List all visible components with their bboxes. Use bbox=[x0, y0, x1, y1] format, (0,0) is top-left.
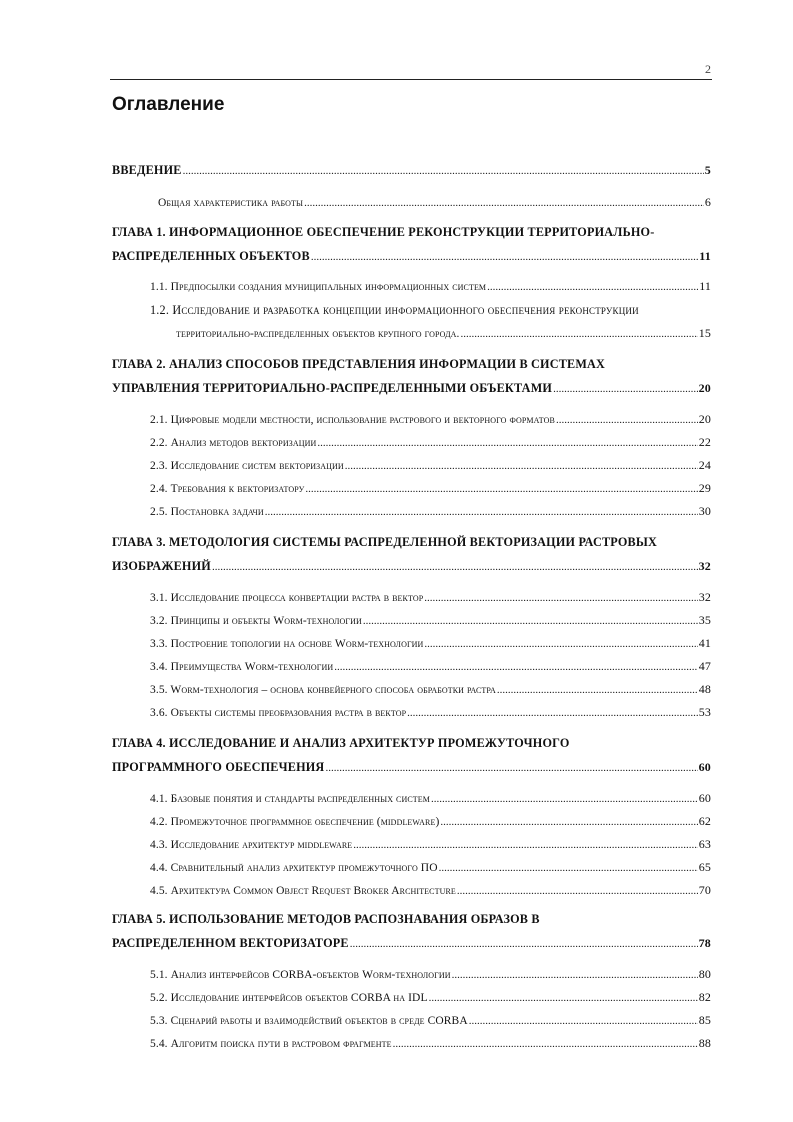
leader-dots bbox=[439, 862, 698, 874]
toc-entry-page: 88 bbox=[698, 1036, 711, 1050]
leader-dots bbox=[317, 437, 697, 449]
toc-entry-5-1[interactable] bbox=[150, 967, 711, 982]
toc-entry-page: 20 bbox=[698, 412, 711, 426]
toc-entry-page: 41 bbox=[698, 636, 711, 650]
toc-entry-page: 29 bbox=[698, 481, 711, 495]
toc-entry-title: ПРОГРАММНОГО ОБЕСПЕЧЕНИЯ bbox=[112, 760, 325, 774]
leader-dots bbox=[212, 561, 698, 573]
toc-entry-page: 32 bbox=[698, 590, 711, 604]
leader-dots bbox=[334, 661, 698, 673]
toc-entry-title: 5.4. Алгоритм поиска пути в растровом фрагменте bbox=[150, 1038, 392, 1050]
toc-entry-title: 3.6. Объекты системы преобразования растра в вектор bbox=[150, 707, 407, 719]
chapter-5-title-line1[interactable]: ГЛАВА 5. ИСПОЛЬЗОВАНИЕ МЕТОДОВ РАСПОЗНАВАНИЯ ОБРАЗОВ В bbox=[112, 912, 540, 926]
toc-entry-3-1[interactable] bbox=[150, 590, 711, 605]
toc-entry-page: 63 bbox=[698, 837, 711, 851]
toc-entry-5-4[interactable] bbox=[150, 1036, 711, 1051]
toc-entry-page: 85 bbox=[698, 1013, 711, 1027]
leader-dots bbox=[556, 414, 698, 426]
page-title: Оглавление bbox=[112, 94, 225, 115]
leader-dots bbox=[350, 938, 698, 950]
toc-entry-title: 3.4. Преимущества Worm-технологии bbox=[150, 661, 334, 673]
leader-dots bbox=[424, 638, 697, 650]
toc-entry-3-3[interactable] bbox=[150, 636, 711, 651]
toc-entry-page: 65 bbox=[698, 860, 711, 874]
toc-entry-3-6[interactable] bbox=[150, 705, 711, 720]
leader-dots bbox=[457, 885, 698, 897]
toc-entry-page: 80 bbox=[698, 967, 711, 981]
toc-entry-title: 1.1. Предпосылки создания муниципальных информационных систем bbox=[150, 281, 487, 293]
leader-dots bbox=[363, 615, 698, 627]
leader-dots bbox=[183, 165, 704, 177]
chapter-4-title-line1[interactable]: ГЛАВА 4. ИССЛЕДОВАНИЕ И АНАЛИЗ АРХИТЕКТУР ПРОМЕЖУТОЧНОГО bbox=[112, 736, 570, 750]
leader-dots bbox=[429, 992, 698, 1004]
toc-entry-title: 4.4. Сравнительный анализ архитектур промежуточного ПО bbox=[150, 862, 438, 874]
page-number: 2 bbox=[705, 62, 711, 76]
leader-dots bbox=[553, 383, 698, 395]
toc-entry-4-4[interactable] bbox=[150, 860, 711, 875]
toc-entry-intro-sub[interactable] bbox=[158, 195, 711, 210]
toc-entry-page: 78 bbox=[698, 936, 711, 950]
toc-entry-2-2[interactable] bbox=[150, 435, 711, 450]
toc-entry-page: 60 bbox=[698, 760, 711, 774]
toc-entry-title: Общая характеристика работы bbox=[158, 197, 304, 209]
toc-entry-page: 32 bbox=[698, 559, 711, 573]
toc-entry-title: ВВЕДЕНИЕ bbox=[112, 163, 182, 177]
toc-entry-3-4[interactable] bbox=[150, 659, 711, 674]
leader-dots bbox=[325, 762, 697, 774]
toc-entry-chapter-3[interactable] bbox=[112, 559, 711, 574]
toc-entry-page: 70 bbox=[698, 883, 711, 897]
toc-entry-title: 4.3. Исследование архитектур middleware bbox=[150, 839, 353, 851]
leader-dots bbox=[305, 483, 697, 495]
toc-entry-1-2[interactable] bbox=[176, 326, 711, 341]
toc-entry-title: 5.1. Анализ интерфейсов CORBA-объектов Worm-технологии bbox=[150, 969, 451, 981]
leader-dots bbox=[497, 684, 698, 696]
toc-entry-page: 15 bbox=[698, 326, 711, 340]
leader-dots bbox=[440, 816, 697, 828]
toc-entry-title: 3.5. Worm-технология – основа конвейерного способа обработки растра bbox=[150, 684, 496, 696]
toc-entry-title: 2.2. Анализ методов векторизации bbox=[150, 437, 317, 449]
toc-entry-title: ИЗОБРАЖЕНИЙ bbox=[112, 559, 211, 573]
toc-entry-page: 82 bbox=[698, 990, 711, 1004]
toc-entry-4-2[interactable] bbox=[150, 814, 711, 829]
chapter-3-title-line1[interactable]: ГЛАВА 3. МЕТОДОЛОГИЯ СИСТЕМЫ РАСПРЕДЕЛЕННОЙ ВЕКТОРИЗАЦИИ РАСТРОВЫХ bbox=[112, 535, 658, 549]
toc-entry-page: 22 bbox=[698, 435, 711, 449]
leader-dots bbox=[353, 839, 698, 851]
toc-entry-title: 2.3. Исследование систем векторизации bbox=[150, 460, 344, 472]
toc-entry-page: 62 bbox=[698, 814, 711, 828]
toc-entry-5-2[interactable] bbox=[150, 990, 711, 1005]
toc-entry-title: РАСПРЕДЕЛЕННЫХ ОБЪЕКТОВ bbox=[112, 249, 310, 263]
toc-entry-chapter-4[interactable] bbox=[112, 760, 711, 775]
toc-entry-title: 3.2. Принципы и объекты Worm-технологии bbox=[150, 615, 362, 627]
toc-entry-page: 6 bbox=[704, 195, 711, 209]
leader-dots bbox=[424, 592, 698, 604]
toc-entry-title: территориально-распределенных объектов крупного города. bbox=[176, 328, 460, 340]
toc-entry-page: 53 bbox=[698, 705, 711, 719]
toc-entry-4-5[interactable] bbox=[150, 883, 711, 898]
toc-entry-page: 11 bbox=[699, 279, 711, 293]
toc-entry-1-1[interactable] bbox=[150, 279, 711, 294]
toc-entry-title: 5.2. Исследование интерфейсов объектов CORBA на IDL bbox=[150, 992, 428, 1004]
toc-entry-page: 5 bbox=[704, 163, 711, 177]
toc-entry-chapter-2[interactable] bbox=[112, 381, 711, 396]
leader-dots bbox=[265, 506, 698, 518]
toc-entry-title: 3.1. Исследование процесса конвертации растра в вектор bbox=[150, 592, 424, 604]
toc-entry-title: 4.2. Промежуточное программное обеспечение (middleware) bbox=[150, 816, 440, 828]
toc-entry-page: 48 bbox=[698, 682, 711, 696]
toc-entry-title: 4.5. Архитектура Common Object Request Broker Architecture bbox=[150, 885, 456, 897]
toc-entry-title: 3.3. Построение топологии на основе Worm-технологии bbox=[150, 638, 424, 650]
leader-dots bbox=[407, 707, 698, 719]
toc-entry-3-2[interactable] bbox=[150, 613, 711, 628]
leader-dots bbox=[393, 1038, 698, 1050]
toc-entry-page: 11 bbox=[699, 249, 711, 263]
leader-dots bbox=[311, 251, 698, 263]
toc-entry-page: 20 bbox=[698, 381, 711, 395]
toc-entry-title: 2.1. Цифровые модели местности, использование растрового и векторного форматов bbox=[150, 414, 555, 426]
toc-entry-title: 4.1. Базовые понятия и стандарты распределенных систем bbox=[150, 793, 430, 805]
leader-dots bbox=[461, 328, 698, 340]
toc-entry-2-1[interactable] bbox=[150, 412, 711, 427]
leader-dots bbox=[345, 460, 698, 472]
toc-entry-2-3[interactable] bbox=[150, 458, 711, 473]
toc-entry-3-5[interactable] bbox=[150, 682, 711, 697]
toc-entry-page: 30 bbox=[698, 504, 711, 518]
toc-entry-page: 47 bbox=[698, 659, 711, 673]
leader-dots bbox=[469, 1015, 698, 1027]
chapter-2-title-line1[interactable]: ГЛАВА 2. АНАЛИЗ СПОСОБОВ ПРЕДСТАВЛЕНИЯ ИНФОРМАЦИИ В СИСТЕМАХ bbox=[112, 357, 606, 371]
leader-dots bbox=[487, 281, 698, 293]
toc-entry-title: РАСПРЕДЕЛЕННОМ ВЕКТОРИЗАТОРЕ bbox=[112, 936, 349, 950]
toc-entry-title: 2.5. Постановка задачи bbox=[150, 506, 264, 518]
toc-entry-title: 5.3. Сценарий работы и взаимодействий объектов в среде CORBA bbox=[150, 1015, 468, 1027]
leader-dots bbox=[452, 969, 698, 981]
leader-dots bbox=[304, 197, 704, 209]
toc-entry-1-2-line1[interactable]: 1.2. Исследование и разработка концепции информационного обеспечения реконструкции bbox=[150, 303, 639, 317]
toc-entry-page: 60 bbox=[698, 791, 711, 805]
toc-entry-chapter-5[interactable] bbox=[112, 936, 711, 951]
toc-entry-page: 35 bbox=[698, 613, 711, 627]
toc-entry-2-4[interactable] bbox=[150, 481, 711, 496]
toc-entry-page: 24 bbox=[698, 458, 711, 472]
toc-entry-5-3[interactable] bbox=[150, 1013, 711, 1028]
leader-dots bbox=[431, 793, 698, 805]
chapter-1-title-line1[interactable]: ГЛАВА 1. ИНФОРМАЦИОННОЕ ОБЕСПЕЧЕНИЕ РЕКОНСТРУКЦИИ ТЕРРИТОРИАЛЬНО- bbox=[112, 225, 655, 239]
toc-entry-2-5[interactable] bbox=[150, 504, 711, 519]
toc-entry-chapter-1[interactable] bbox=[112, 249, 711, 264]
toc-entry-intro[interactable] bbox=[112, 163, 711, 178]
toc-entry-title: 2.4. Требования к векторизатору bbox=[150, 483, 305, 495]
toc-entry-4-1[interactable] bbox=[150, 791, 711, 806]
toc-entry-4-3[interactable] bbox=[150, 837, 711, 852]
toc-entry-title: УПРАВЛЕНИЯ ТЕРРИТОРИАЛЬНО-РАСПРЕДЕЛЕННЫМИ ОБЪЕКТАМИ bbox=[112, 381, 553, 395]
